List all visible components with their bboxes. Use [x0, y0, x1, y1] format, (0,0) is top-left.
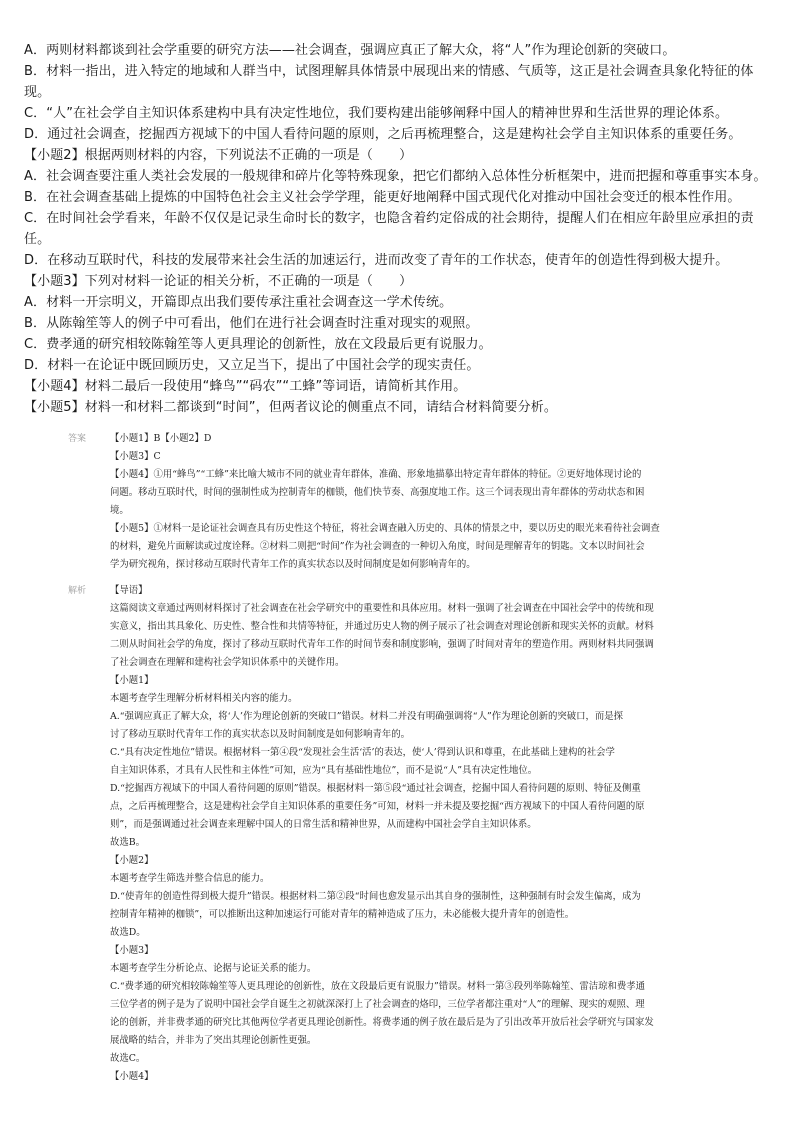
question-line: 现。 — [24, 85, 51, 100]
answer-line: 【小题5】①材料一是论证社会调查具有历史性这个特征，将社会调查融入历史的、具体的情景之中，要以历史的眼光来看待社会调查 — [110, 523, 660, 534]
question-line: B．材料一指出，进入特定的地域和人群当中，试图理解具体情景中展现出来的情感、气质等，这正是社会调查具象化特征的体 — [24, 64, 754, 79]
analysis-line: 本题考查学生分析论点、论据与论证关系的能力。 — [110, 963, 317, 974]
analysis-line: 二则从时间社会学的角度，探讨了移动互联时代青年工作的时间节奏和制度影响，强调了时间对青年的塑造作用。两则材料共同强调 — [110, 639, 654, 650]
question-line: B．在社会调查基础上提炼的中国特色社会主义社会学学理，能更好地阐释中国式现代化对推动中国社会变迁的根本性作用。 — [24, 190, 741, 205]
question-line: D．在移动互联时代，科技的发展带来社会生活的加速运行，进而改变了青年的工作状态，使青年的创造性得到极大提升。 — [24, 253, 729, 268]
analysis-line: D.“使青年的创造性得到极大提升”错误。根据材料二第②段“时间也愈发显示出其自身的强制性，这种强制有时会发生偏离，成为 — [110, 891, 641, 902]
question-line: C．在时间社会学看来，年龄不仅仅是记录生命时长的数字，也隐含着约定俗成的社会期待，提醒人们在相应年龄里应承担的责 — [24, 211, 754, 226]
question-line: D．通过社会调查，挖掘西方视域下的中国人看待问题的原则，之后再梳理整合，这是建构社会学自主知识体系的重要任务。 — [24, 127, 742, 142]
analysis-line: A.“强调应真正了解大众，将‘人’作为理论创新的突破口”错误。材料二并没有明确强调将“人”作为理论创新的突破口，而是探 — [110, 711, 624, 722]
analysis-line: 这篇阅读文章通过两则材料探讨了社会调查在社会学研究中的重要性和具体应用。材料一强调了社会调查在中国社会学中的传统和现 — [110, 603, 654, 614]
answer-line: 【小题1】B【小题2】D — [110, 433, 212, 444]
analysis-line: 故选C。 — [110, 1053, 146, 1064]
question-line: 任。 — [24, 232, 51, 247]
question-line: D．材料一在论证中既回顾历史，又立足当下，提出了中国社会学的现实责任。 — [24, 358, 480, 373]
answer-line: 学为研究视角，探讨移动互联时代青年工作的真实状态以及时间制度是如何影响青年的。 — [110, 559, 476, 570]
analysis-tag: 解析 — [68, 586, 87, 596]
analysis-line: 【小题4】 — [110, 1071, 154, 1082]
analysis-line: 三位学者的例子是为了说明中国社会学自诞生之初就深深打上了社会调查的烙印，三位学者都注重对“人”的理解、现实的观照、理 — [110, 999, 645, 1010]
question-line: C．“人”在社会学自主知识体系建构中具有决定性地位，我们要构建出能够阐释中国人的精神世界和生活世界的理论体系。 — [24, 106, 729, 121]
question-line: A．社会调查要注重人类社会发展的一般规律和碎片化等特殊现象，把它们都纳入总体性分析框架中，进而把握和尊重事实本身。 — [24, 169, 767, 184]
analysis-line: 故选B。 — [110, 837, 146, 848]
question-line: 【小题2】根据两则材料的内容，下列说法不正确的一项是（ ） — [24, 148, 413, 163]
analysis-line: C.“具有决定性地位”错误。根据材料一第④段“发现社会生活‘活’的表达，使‘人’得到认识和尊重，在此基础上建构的社会学 — [110, 747, 615, 758]
analysis-line: C.“费孝通的研究相较陈翰笙等人更具理论的创新性，放在文段最后更有说服力”错误。材料一第③段列举陈翰笙、雷洁琼和费孝通 — [110, 981, 646, 992]
answer-line: 【小题4】①用“蜂鸟”“工蜂”来比喻大城市不同的就业青年群体，准确、形象地描摹出特定青年群体的特征。②更好地体现讨论的 — [110, 469, 642, 480]
answer-block — [68, 430, 732, 574]
analysis-line: 【小题1】 — [110, 675, 154, 686]
question-line: A．材料一开宗明义，开篇即点出我们要传承注重社会调查这一学术传统。 — [24, 295, 453, 310]
question-line: 【小题5】材料一和材料二都谈到“时间”，但两者议论的侧重点不同，请结合材料简要分析。 — [24, 400, 557, 415]
analysis-line: 实意义，指出其具象化、历史性、整合性和共情等特征，并通过历史人物的例子展示了社会调查对理论创新和现实关怀的贡献。材料 — [110, 621, 654, 632]
analysis-line: 【小题2】 — [110, 855, 154, 866]
analysis-line: 本题考查学生筛选并整合信息的能力。 — [110, 873, 270, 884]
analysis-line: 展战略的结合，并非为了突出其理论创新性更强。 — [110, 1035, 317, 1046]
question-line: A．两则材料都谈到社会学重要的研究方法——社会调查，强调应真正了解大众，将“人”作为理论创新的突破口。 — [24, 43, 676, 58]
analysis-line: 控制青年精神的枷锁”，可以推断出这种加速运行可能对青年的精神造成了压力，未必能极大提升青年的创造性。 — [110, 909, 575, 920]
analysis-line: 自主知识体系，才具有人民性和主体性”可知，应为“具有基础性地位”，而不是说“人”具有决定性地位。 — [110, 765, 538, 776]
analysis-block — [68, 582, 732, 1086]
question-line: 【小题3】下列对材料一论证的相关分析，不正确的一项是（ ） — [24, 274, 413, 289]
analysis-line: 【小题3】 — [110, 945, 154, 956]
analysis-line: D.“挖掘西方视域下的中国人看待问题的原则”错误。根据材料一第⑤段“通过社会调查，挖掘中国人看待问题的原则、特征及侧重 — [110, 783, 641, 794]
analysis-line: 讨了移动互联时代青年工作的真实状态以及时间制度是如何影响青年的。 — [110, 729, 411, 740]
analysis-line: 点，之后再梳理整合，这是建构社会学自主知识体系的重要任务”可知，材料一并未提及要挖掘“西方视域下的中国人看待问题的原 — [110, 801, 645, 812]
analysis-line: 则”，而是强调通过社会调查来理解中国人的日常生活和精神世界，从而建构中国社会学自主知识体系。 — [110, 819, 537, 830]
answer-tag: 答案 — [68, 434, 87, 444]
analysis-line: 【导语】 — [110, 585, 148, 596]
analysis-line: 论的创新，并非费孝通的研究比其他两位学者更具理论创新性。将费孝通的例子放在最后是为了引出改革开放后社会学研究与国家发 — [110, 1017, 654, 1028]
answer-line: 的材料，避免片面解读或过度诠释。②材料二则把“时间”作为社会调查的一种切入角度，时间是理解青年的钥匙。文本以时间社会 — [110, 541, 645, 552]
question-line: B．从陈翰笙等人的例子中可看出，他们在进行社会调查时注重对现实的观照。 — [24, 316, 479, 331]
answer-line: 【小题3】C — [110, 451, 161, 462]
analysis-line: 了社会调查在理解和建构社会学知识体系中的关键作用。 — [110, 657, 345, 668]
question-line: 【小题4】材料二最后一段使用“蜂鸟”“码农”“工蜂”等词语，请简析其作用。 — [24, 379, 467, 394]
answer-line: 境。 — [110, 505, 129, 516]
question-section — [24, 40, 772, 418]
analysis-line: 故选D。 — [110, 927, 146, 938]
question-line: C．费孝通的研究相较陈翰笙等人更具理论的创新性，放在文段最后更有说服力。 — [24, 337, 492, 352]
answer-line: 问题。移动互联时代，时间的强制性成为控制青年的枷锁，他们快节奏、高强度地工作。这三个词表现出青年群体的劳动状态和困 — [110, 487, 645, 498]
analysis-line: 本题考查学生理解分析材料相关内容的能力。 — [110, 693, 298, 704]
answer-section — [68, 430, 732, 1086]
